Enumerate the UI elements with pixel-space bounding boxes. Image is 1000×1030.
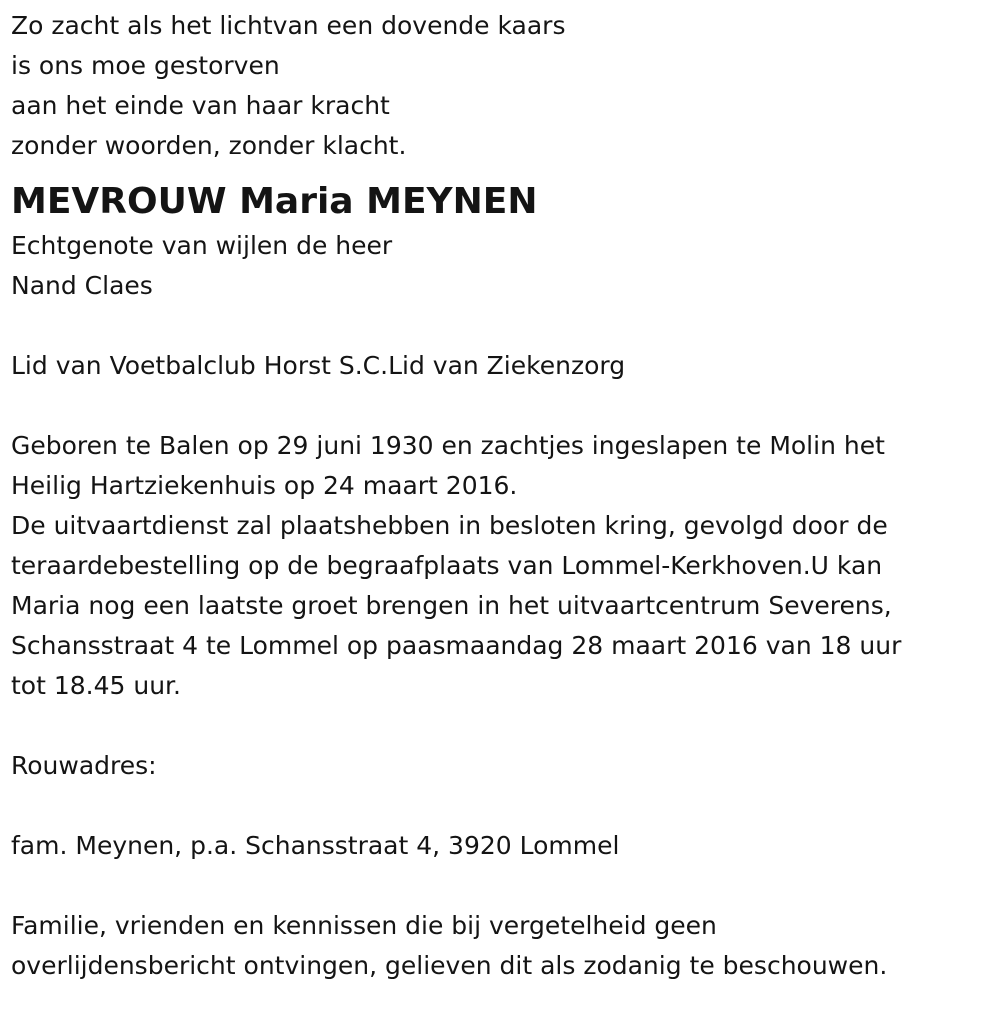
deceased-name: MEVROUW Maria MEYNEN (11, 181, 538, 222)
details-line-5: Maria nog een laatste groet brengen in het uitvaartcentrum Severens, (11, 591, 892, 620)
mourning-address: fam. Meynen, p.a. Schansstraat 4, 3920 Lommel (11, 831, 620, 860)
spacer (11, 306, 1000, 346)
closing-line-1: Familie, vrienden en kennissen die bij vergetelheid geen (11, 911, 717, 940)
poem-line-2: is ons moe gestorven (11, 51, 280, 80)
details-paragraph (11, 426, 1000, 706)
closing-line-2: overlijdensbericht ontvingen, gelieven dit als zodanig te beschouwen. (11, 951, 888, 980)
spacer (11, 706, 1000, 746)
spouse-line-1: Echtgenote van wijlen de heer (11, 231, 393, 260)
poem-line-4: zonder woorden, zonder klacht. (11, 131, 407, 160)
details-line-3: De uitvaartdienst zal plaatshebben in besloten kring, gevolgd door de (11, 511, 888, 540)
details-line-4: teraardebestelling op de begraafplaats van Lommel-Kerkhoven.U kan (11, 551, 883, 580)
closing-paragraph (11, 906, 1000, 986)
mourning-address-label: Rouwadres: (11, 751, 157, 780)
spacer (11, 786, 1000, 826)
poem (11, 6, 1000, 166)
spacer (11, 386, 1000, 426)
memberships: Lid van Voetbalclub Horst S.C.Lid van Ziekenzorg (11, 351, 626, 380)
poem-line-3: aan het einde van haar kracht (11, 91, 390, 120)
spacer (11, 866, 1000, 906)
details-line-7: tot 18.45 uur. (11, 671, 181, 700)
spouse-info (11, 226, 1000, 306)
details-line-2: Heilig Hartziekenhuis op 24 maart 2016. (11, 471, 518, 500)
poem-line-1: Zo zacht als het lichtvan een dovende kaars (11, 11, 566, 40)
details-line-1: Geboren te Balen op 29 juni 1930 en zachtjes ingeslapen te Molin het (11, 431, 885, 460)
details-line-6: Schansstraat 4 te Lommel op paasmaandag 28 maart 2016 van 18 uur (11, 631, 902, 660)
spouse-line-2: Nand Claes (11, 271, 153, 300)
